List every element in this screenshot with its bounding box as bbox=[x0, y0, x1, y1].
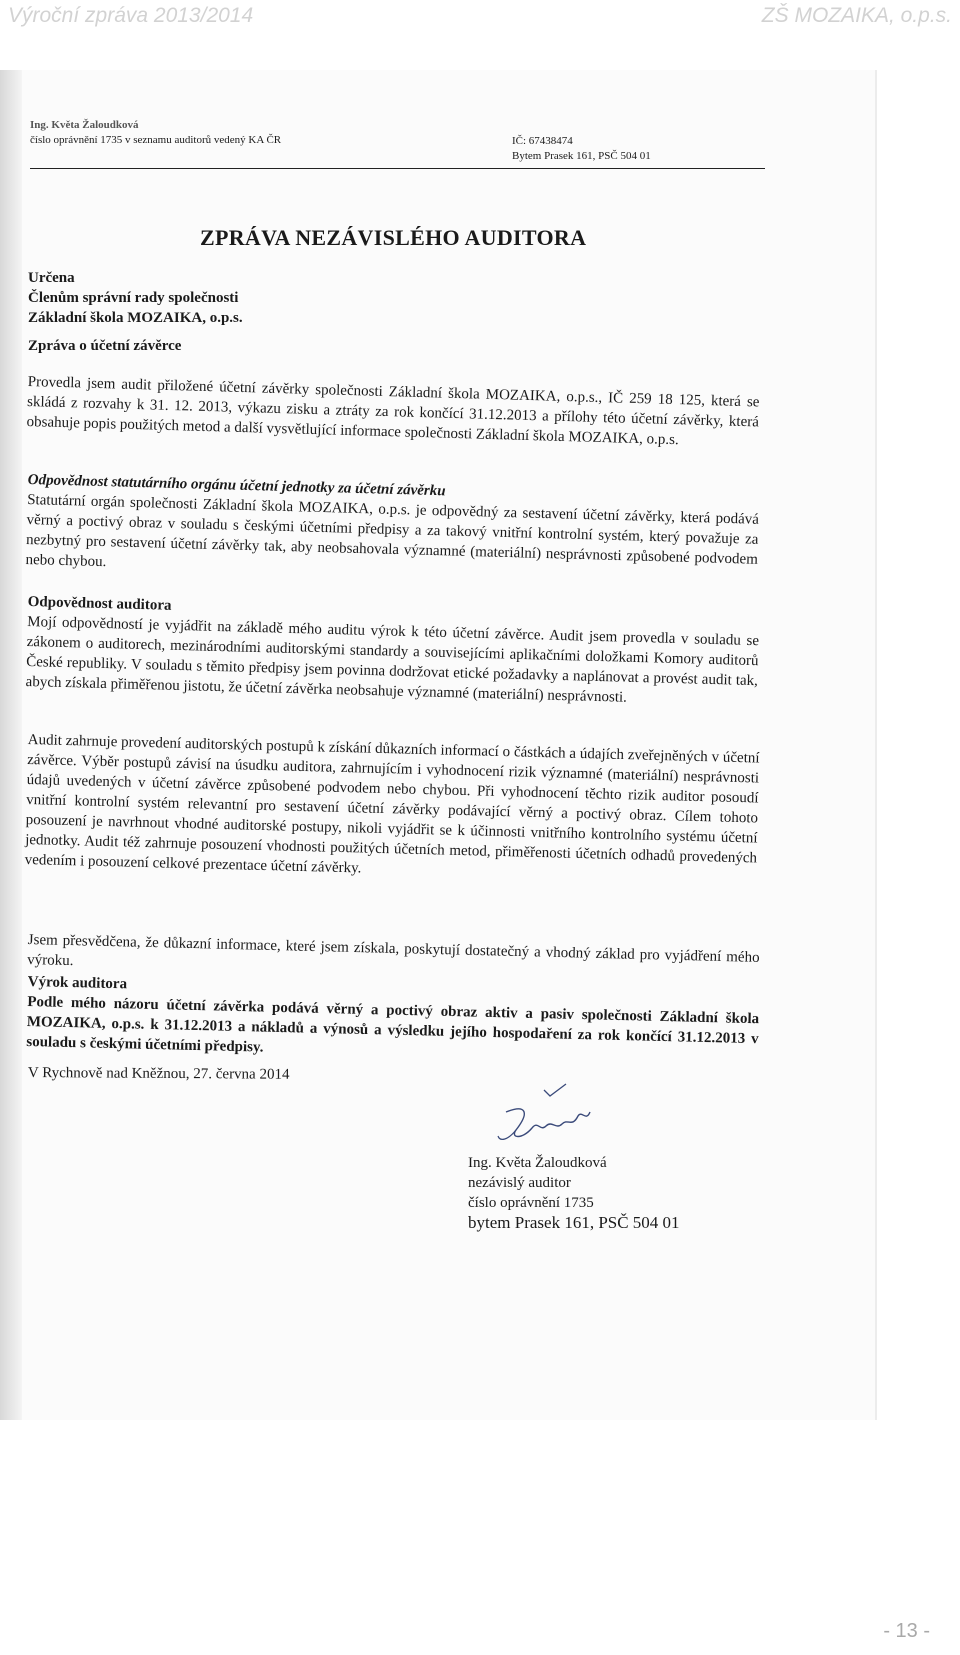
letterhead-right bbox=[512, 134, 651, 164]
letterhead-divider bbox=[30, 168, 765, 169]
auditor-paragraph-1: Mojí odpovědností je vyjádřit na základě mého auditu výrok k této účetní závěrce. Audit jsem provedla v souladu se zákonem o auditorech, mezinárodními auditorskými standardy a souvisejícími aplikačními doložkami Komory auditorů České republiky. V souladu s těmito předpisy jsem povinna dodržovat etické požadavky a naplánovat a provést audit tak, abych získala přiměřenou jistotu, že účetní závěrka neobsahuje významné (materiální) nesprávnosti. bbox=[25, 613, 760, 706]
addressee-block bbox=[28, 268, 243, 328]
evidence-paragraph: Jsem přesvědčena, že důkazní informace, které jsem získala, poskytují dostatečný a vhodný základ pro vyjádření mého výroku. bbox=[27, 931, 760, 970]
auditor-paragraph-2: Audit zahrnuje provedení auditorských postupů k získání důkazních informací o částkách a údajích zveřejněných v účetní závěrce. Výběr postupů závisí na úsudku auditora, zahrnujícím i vyhodnocení rizik významné (materiální) nesprávnosti údajů uvedených v účetní závěrce způsobené podvodem nebo chybou. Při vyhodnocení těchto rizik auditor posoudí vnitřní kontrolní systém relevantní pro sestavení účetní závěrky podávající věrný a poctivý obraz. Cílem tohoto posouzení je navrhnout vhodné auditorské postupy, nikoli vyjádřit se k účinnosti vnitřního kontrolního systému účetní jednotky. Audit též zahrnuje posouzení vhodnosti použitých účetních metod, přiměřenosti účetních odhadů provedených vedením i posouzení celkové prezentace účetní závěrky. bbox=[24, 731, 760, 877]
page-number: - 13 - bbox=[883, 1620, 930, 1642]
financial-report-heading: Zpráva o účetní závěrce bbox=[28, 338, 182, 354]
scanned-document bbox=[0, 70, 875, 1420]
letterhead-left bbox=[30, 118, 281, 148]
running-header-left: Výroční zpráva 2013/2014 bbox=[8, 4, 254, 27]
intro-paragraph: Provedla jsem audit přiložené účetní závěrky společnosti Základní škola MOZAIKA, o.p.s., IČ 259 18 125, která se skládá z rozvahy k 31. 12. 2013, výkazu zisku a ztráty za rok končící 31.12.2013 a přílohy této účetní závěrky, která obsahuje popis použitých metod a další vysvětlující informace společnosti Základní škola MOZAIKA, o.p.s. bbox=[26, 373, 760, 449]
letterhead-name: Ing. Květa Žaloudková bbox=[30, 119, 139, 131]
letterhead-address: Bytem Prasek 161, PSČ 504 01 bbox=[512, 150, 651, 162]
signatory-address: bytem Prasek 161, PSČ 504 01 bbox=[468, 1213, 680, 1232]
running-header-right: ZŠ MOZAIKA, o.p.s. bbox=[761, 4, 952, 27]
letterhead-registration: číslo oprávnění 1735 v seznamu auditorů vedený KA ČR bbox=[30, 134, 282, 146]
addressee-line-3: Základní škola MOZAIKA, o.p.s. bbox=[28, 310, 243, 326]
statutory-section bbox=[25, 470, 759, 590]
opinion-heading: Výrok auditora bbox=[27, 973, 128, 993]
statutory-heading: Odpovědnost statutárního orgánu účetní jednotky za účetní závěrku bbox=[27, 471, 446, 500]
addressee-line-2: Členům správní rady společnosti bbox=[28, 290, 239, 306]
signatory-role: nezávislý auditor bbox=[468, 1175, 571, 1191]
statutory-paragraph: Statutární orgán společnosti Základní škola MOZAIKA, o.p.s. je odpovědný za sestavení účetní závěrky, která podává věrný a poctivý obraz v souladu s českými účetními předpisy a za takový vnitřní kontrolní systém, který považuje za nezbytný pro sestavení účetní závěrky tak, aby neobsahovala významné (materiální) nesprávnosti způsobené podvodem nebo chybou. bbox=[25, 491, 760, 571]
signatory-license: číslo oprávnění 1735 bbox=[468, 1195, 594, 1211]
signatory-name: Ing. Květa Žaloudková bbox=[468, 1155, 607, 1171]
auditor-heading: Odpovědnost auditora bbox=[27, 593, 172, 614]
signature-block bbox=[468, 1153, 680, 1233]
report-title: ZPRÁVA NEZÁVISLÉHO AUDITORA bbox=[200, 225, 587, 250]
opinion-section bbox=[26, 972, 760, 1069]
letterhead-ic: IČ: 67438474 bbox=[512, 135, 573, 147]
running-header bbox=[8, 4, 952, 34]
handwritten-signature bbox=[486, 1082, 596, 1152]
place-and-date: V Rychnově nad Kněžnou, 27. června 2014 bbox=[27, 1065, 290, 1083]
addressee-line-1: Určena bbox=[28, 270, 75, 286]
auditor-section bbox=[25, 592, 759, 711]
opinion-paragraph: Podle mého názoru účetní závěrka podává věrný a poctivý obraz aktiv a pasiv společnosti Základní škola MOZAIKA, o.p.s. k 31.12.2013 a nákladů a výnosů a výsledku jejího hospodaření za rok končící 31.12.2013 v souladu s českými účetními předpisy. bbox=[26, 993, 760, 1056]
